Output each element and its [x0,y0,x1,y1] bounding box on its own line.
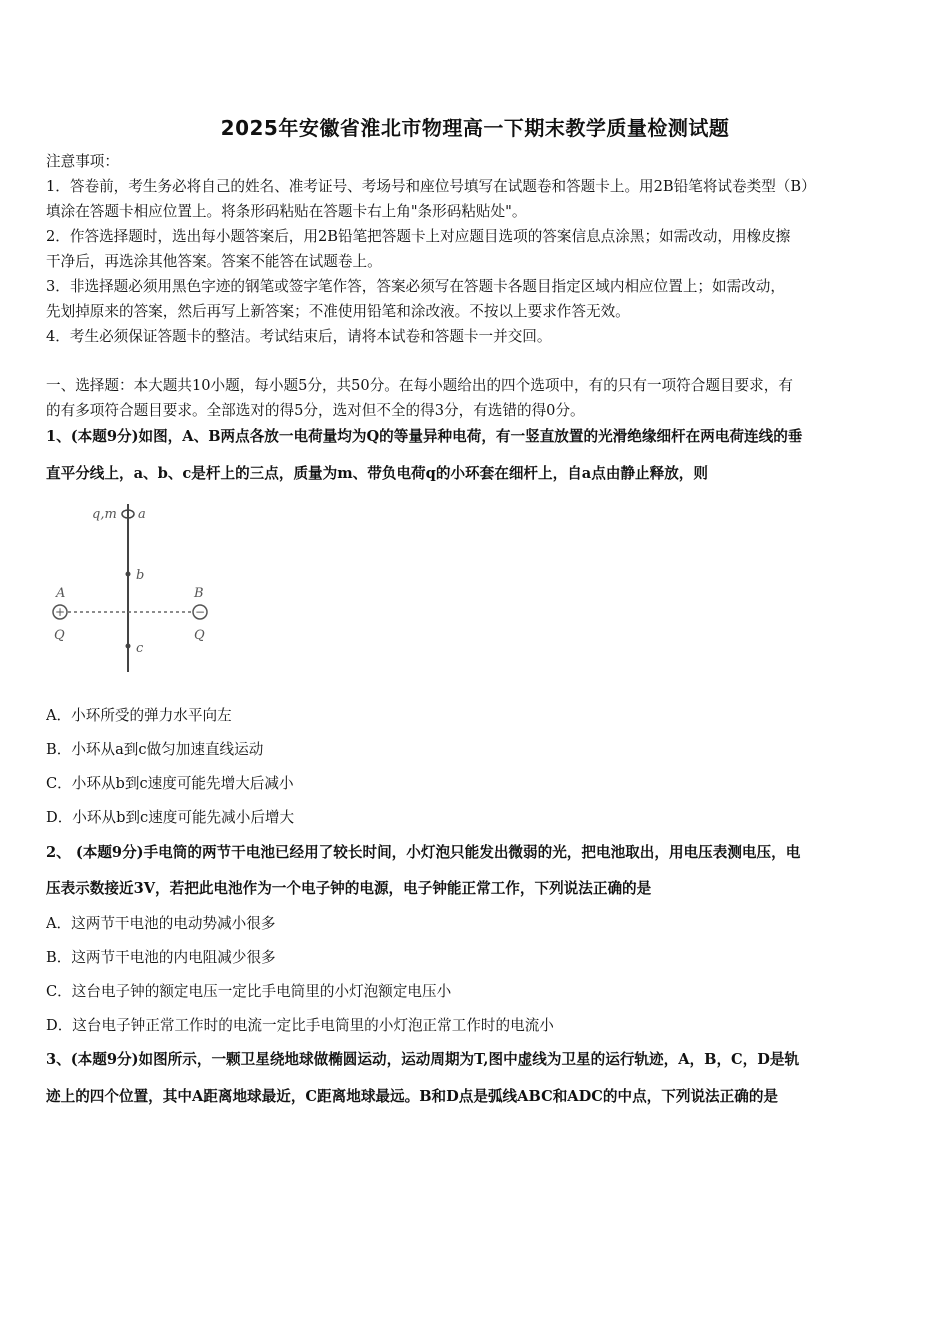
notice-line: 4．考生必须保证答题卡的整洁。考试结束后，请将本试卷和答题卡一并交回。 [46,328,552,345]
question-2-stem: 压表示数接近3V，若把此电池作为一个电子钟的电源，电子钟能正常工作，下列说法正确的是 [46,880,652,897]
question-1-option-d: D．小环从b到c速度可能先减小后增大 [46,809,295,826]
question-1-option-b: B．小环从a到c做匀加速直线运动 [46,741,264,758]
notice-line: 先划掉原来的答案，然后再写上新答案；不准使用铅笔和涂改液。不按以上要求作答无效。 [46,303,630,320]
charge-a-label: A [56,586,66,601]
question-2-option-a: A．这两节干电池的电动势减小很多 [46,915,276,932]
point-a-label: a [138,507,146,522]
section-heading: 的有多项符合题目要求。全部选对的得5分，选对但不全的得3分，有选错的得0分。 [46,402,585,419]
notice-line: 1．答卷前，考生务必将自己的姓名、准考证号、考场号和座位号填写在试题卷和答题卡上。用2B铅笔将试卷类型（B） [46,178,816,195]
charge-b-q-label: Q [194,628,205,643]
point-b-dot [126,572,131,577]
ring-label: q,m [92,507,117,522]
question-2-option-d: D．这台电子钟正常工作时的电流一定比手电筒里的小灯泡正常工作时的电流小 [46,1017,554,1034]
question-2-option-c: C．这台电子钟的额定电压一定比手电筒里的小灯泡额定电压小 [46,983,452,1000]
notice-heading: 注意事项： [46,153,119,170]
question-3-stem: 3、(本题9分)如图所示，一颗卫星绕地球做椭圆运动，运动周期为T,图中虚线为卫星的运行轨迹，A，B，C，D是轨 [46,1051,800,1068]
point-c-dot [126,644,131,649]
question-1-figure [46,496,226,676]
question-3-stem: 迹上的四个位置，其中A距离地球最近，C距离地球最远。B和D点是弧线ABC和ADC的中点，下列说法正确的是 [46,1088,779,1105]
question-1-option-a: A．小环所受的弹力水平向左 [46,707,232,724]
point-c-label: c [136,641,144,656]
charge-a-sign: + [54,605,66,619]
notice-line: 2．作答选择题时，选出每小题答案后，用2B铅笔把答题卡上对应题目选项的答案信息点涂黑；如需改动，用橡皮擦 [46,228,791,245]
point-b-label: b [136,568,145,583]
charge-b-label: B [194,586,204,601]
question-1-option-c: C．小环从b到c速度可能先增大后减小 [46,775,294,792]
notice-line: 3．非选择题必须用黑色字迹的钢笔或签字笔作答，答案必须写在答题卡各题目指定区域内相应位置上；如需改动， [46,278,785,295]
notice-line: 干净后，再选涂其他答案。答案不能答在试题卷上。 [46,253,382,270]
question-2-stem: 2、 (本题9分)手电筒的两节干电池已经用了较长时间，小灯泡只能发出微弱的光，把电池取出，用电压表测电压，电 [46,844,801,861]
charge-a-q-label: Q [54,628,65,643]
question-1-stem: 1、(本题9分)如图，A、B两点各放一电荷量均为Q的等量异种电荷，有一竖直放置的光滑绝缘细杆在两电荷连线的垂 [46,428,803,445]
page-title: 2025年安徽省淮北市物理高一下期末教学质量检测试题 [220,116,730,140]
notice-line: 填涂在答题卡相应位置上。将条形码粘贴在答题卡右上角"条形码粘贴处"。 [46,203,527,220]
question-1-stem: 直平分线上，a、b、c是杆上的三点，质量为m、带负电荷q的小环套在细杆上，自a点由静止释放，则 [46,465,708,482]
section-heading: 一、选择题：本大题共10小题，每小题5分，共50分。在每小题给出的四个选项中，有的只有一项符合题目要求，有 [46,377,793,394]
charge-b-sign: − [194,605,206,619]
question-2-option-b: B．这两节干电池的内电阻减少很多 [46,949,276,966]
